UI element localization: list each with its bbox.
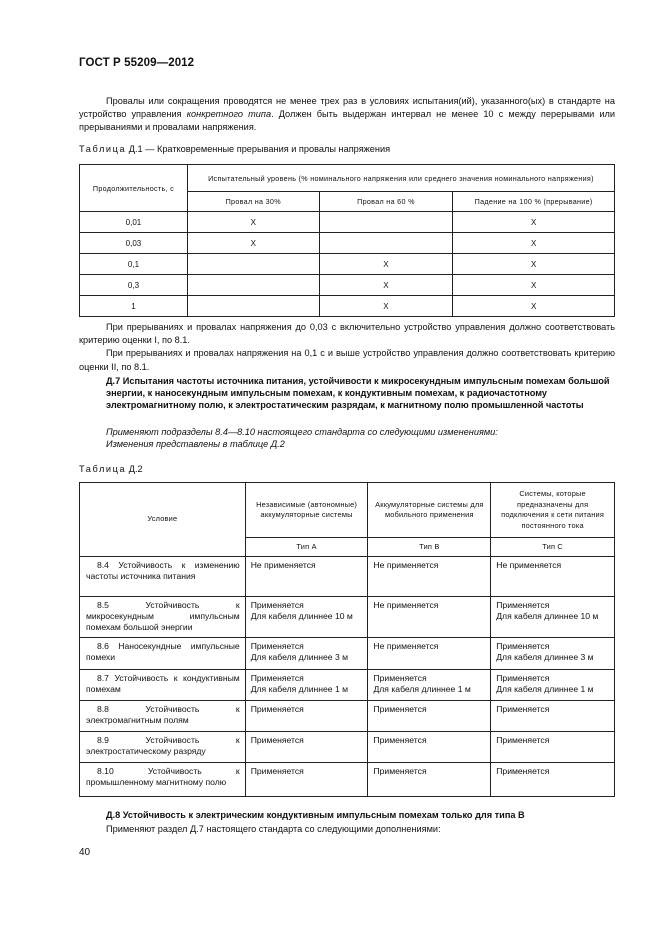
table-row: 8.10 Устойчивость к промышленному магнитному полю Применяется Применяется Применяется [80, 763, 615, 797]
table-row: 8.6 Наносекундные импульсные помехи Применяется Для кабеля длиннее 3 м Не применяется Применяется Для кабеля длиннее 3 м [80, 638, 615, 670]
table-row: 8.7 Устойчивость к кондуктивным помехам Применяется Для кабеля длиннее 1 м Применяется Для кабеля длиннее 1 м Применяется Для кабеля длиннее 1 м [80, 670, 615, 701]
table-row: 8.8 Устойчивость к электромагнитным полям Применяется Применяется Применяется [80, 701, 615, 732]
page-number: 40 [79, 847, 91, 858]
table1-col-b: Провал на 60 % [319, 192, 453, 212]
table2-type-b: Тип В [368, 538, 491, 557]
document-header: ГОСТ Р 55209—2012 [79, 57, 195, 69]
table1-col-a: Провал на 30% [187, 192, 319, 212]
table2-type-c: Тип С [491, 538, 615, 557]
table2-type-a: Тип А [245, 538, 368, 557]
section-d8-text: Применяют раздел Д.7 настоящего стандарта со следующими дополнениями: [106, 824, 441, 834]
after-table1-paragraphs [79, 321, 615, 374]
table1-row: 1 X X [80, 296, 615, 317]
table-row: 8.5 Устойчивость к микросекундным импульсным помехам большой энергии Применяется Для кабеля длиннее 10 м Не применяется Применяется Для кабеля длиннее 10 м [80, 597, 615, 638]
table1-row: 0,1 X X [80, 254, 615, 275]
section-d7-note: Применяют подразделы 8.4—8.10 настоящего стандарта со следующими изменениями: Изменения представлены в таблице Д.2 [106, 427, 498, 449]
intro-paragraph [79, 95, 615, 135]
table2-col-condition: Условие [80, 483, 246, 557]
table2 [79, 482, 615, 797]
table1-col-c: Падение на 100 % (прерывание) [453, 192, 615, 212]
intro-text: Провалы или сокращения проводятся не менее трех раз в условиях испытания(ий), указанного(ых) в стандарте на устройство управления [79, 96, 615, 120]
section-d7-title: Д.7 Испытания частоты источника питания, устойчивости к микросекундным импульсным помехам большой энергии, к наносекундным импульсным помехам, к кондуктивным помехам, к радиочастотному электромагнитному полю, к электростатическим разрядам, к магнитному полю промышленной частоты [106, 376, 610, 410]
table2-col-a: Независимые (автономные) аккумуляторные системы [245, 483, 368, 538]
intro-text-end: . Должен быть выдержан интервал не менее 10 с между перерывами или прерываниями и провалами напряжения. [79, 109, 616, 133]
table1-row: 0,3 X X [80, 275, 615, 296]
table1-col-duration: Продолжительность, с [80, 165, 188, 212]
table-row: 8.9 Устойчивость к электростатическому разряду Применяется Применяется Применяется [80, 732, 615, 763]
paragraph: При прерываниях и провалах напряжения на 0,1 с и выше устройство управления должно соответствовать критерию оценки II, по 8.1. [79, 348, 615, 372]
paragraph: При прерываниях и провалах напряжения до 0,03 с включительно устройство управления должно соответствовать критерию оценки I, по 8.1. [79, 322, 615, 346]
table1-col-group: Испытательный уровень (% номинального напряжения или среднего значения номинального напряжения) [187, 165, 614, 192]
table2-col-b: Аккумуляторные системы для мобильного применения [368, 483, 491, 538]
table2-col-c: Системы, которые предназначены для подключения к сети питания постоянного тока [491, 483, 615, 538]
section-d8-title: Д.8 Устойчивость к электрическим кондуктивным импульсным помехам только для типа В [106, 810, 525, 820]
table1-row: 0,03 X X [80, 233, 615, 254]
intro-italic: конкретного типа [186, 109, 272, 120]
table1-caption: Таблица Д.1 — Кратковременные прерывания и провалы напряжения [79, 144, 391, 154]
table1-row: 0,01 X X [80, 212, 615, 233]
table2-caption: Таблица Д.2 [79, 464, 143, 474]
table1 [79, 164, 615, 317]
table-row: 8.4 Устойчивость к изменению частоты источника питания Не применяется Не применяется Не применяется [80, 557, 615, 597]
